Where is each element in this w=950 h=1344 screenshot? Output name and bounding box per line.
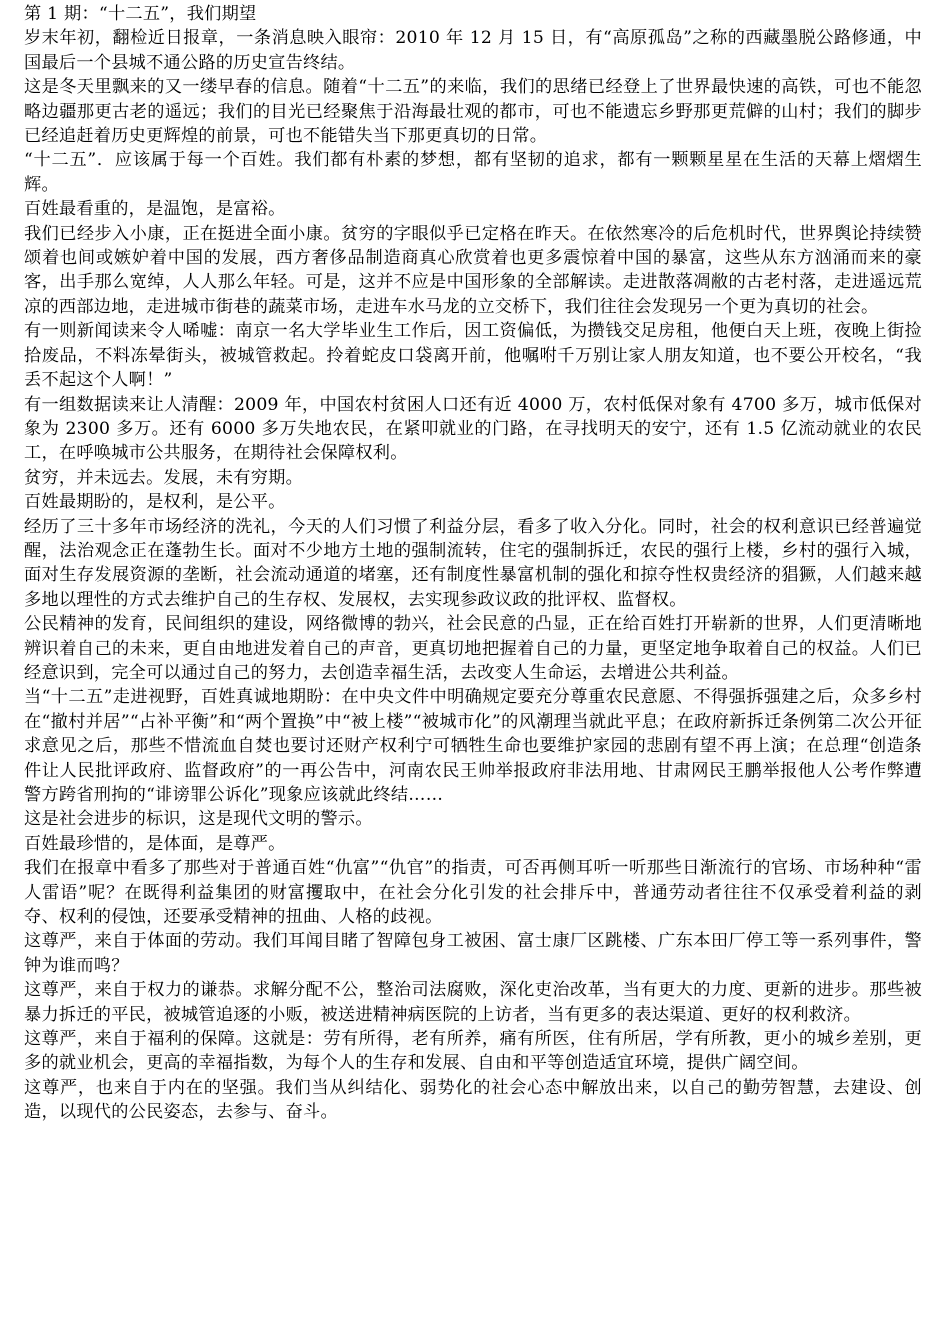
- paragraph-13: 这是社会进步的标识，这是现代文明的警示。: [24, 809, 373, 830]
- paragraph-16: 这尊严，来自于体面的劳动。我们耳闻目睹了智障包身工被困、富士康厂区跳楼、广东本田厂停工等一系列事件，警钟为谁而鸣？: [24, 931, 922, 976]
- paragraph-2: 这是冬天里飘来的又一缕早春的信息。随着“十二五”的来临，我们的思绪已经登上了世界最快速的高铁，可也不能忽略边疆那更古老的遥远；我们的目光已经聚焦于沿海最壮观的都市，可也不能遗忘乡野那更荒僻的山村；我们的脚步已经追赶着历史更辉煌的前景，可也不能错失当下那更真切的日常。: [24, 77, 922, 147]
- paragraph-10: 经历了三十多年市场经济的洗礼，今天的人们习惯了利益分层，看多了收入分化。同时，社会的权利意识已经普遍觉醒，法治观念正在蓬勃生长。面对不少地方土地的强制流转，住宅的强制拆迁，农民的强行上楼，乡村的强行入城，面对生存发展资源的垄断，社会流动通道的堵塞，还有制度性暴富机制的强化和掠夺性权贵经济的猖獗，人们越来越多地以理性的方式去维护自己的生存权、发展权，去实现参政议政的批评权、监督权。: [24, 516, 922, 610]
- paragraph-18: 这尊严，来自于福利的保障。这就是：劳有所得，老有所养，痛有所医，住有所居，学有所教，更小的城乡差别，更多的就业机会，更高的幸福指数，为每个人的生存和发展、自由和平等创造适宜环境，提供广阔空间。: [24, 1029, 922, 1074]
- paragraph-8: 贫穷，并未远去。发展，未有穷期。: [24, 467, 304, 488]
- paragraph-12: 当“十二五”走进视野，百姓真诚地期盼：在中央文件中明确规定要充分尊重农民意愿、不得强拆强建之后，众多乡村在“撤村并居”“占补平衡”和“两个置换”中“被上楼”“被城市化”的风潮理当就此平息；在政府新拆迁条例第二次公开征求意见之后，那些不惜流血自焚也要讨还财产权利宁可牺牲生命也要维护家园的悲剧有望不再上演；在总理“创造条件让人民批评政府、监督政府”的一再公告中，河南农民王帅举报政府非法用地、甘肃网民王鹏举报他人公考作弊遭警方跨省刑拘的“诽谤罪公诉化”现象应该就此终结……: [24, 687, 922, 805]
- document-title: 第 1 期：“十二五”，我们期望: [24, 4, 257, 24]
- paragraph-15: 我们在报章中看多了那些对于普通百姓“仇富”“仇官”的指责，可否再侧耳听一听那些日渐流行的官场、市场种种“雷人雷语”呢？在既得利益集团的财富攫取中，在社会分化引发的社会排斥中，普通劳动者往往不仅承受着利益的剥夺、权利的侵蚀，还要承受精神的扭曲、人格的歧视。: [24, 858, 922, 928]
- paragraph-5: 我们已经步入小康，正在挺进全面小康。贫穷的字眼似乎已定格在昨天。在依然寒冷的后危机时代，世界舆论持续赞颂着也间或嫉妒着中国的发展，西方奢侈品制造商真心欣赏着也更多震惊着中国的暴富，这些从东方汹涌而来的豪客，出手那么宽绰，人人那么年轻。可是，这并不应是中国形象的全部解读。走进散落凋敝的古老村落，走进遥远荒凉的西部边地，走进城市街巷的蔬菜市场，走进车水马龙的立交桥下，我们往往会发现另一个更为真切的社会。: [24, 223, 922, 317]
- paragraph-1: 岁末年初，翻检近日报章，一条消息映入眼帘：2010 年 12 月 15 日，有“高原孤岛”之称的西藏墨脱公路修通，中国最后一个县城不通公路的历史宣告终结。: [24, 28, 922, 73]
- paragraph-4: 百姓最看重的，是温饱，是富裕。: [24, 199, 286, 220]
- paragraph-9: 百姓最期盼的，是权利，是公平。: [24, 492, 286, 513]
- paragraph-7: 有一组数据读来让人清醒：2009 年，中国农村贫困人口还有近 4000 万，农村低保对象有 4700 多万，城市低保对象为 2300 多万。还有 6000 多万失地农民，在紧叩就业的门路，在寻找明天的安宁，还有 1.5 亿流动就业的农民工，在呼唤城市公共服务，在期待社会保障权利。: [24, 394, 922, 464]
- paragraph-19: 这尊严，也来自于内在的坚强。我们当从纠结化、弱势化的社会心态中解放出来，以自己的勤劳智慧，去建设、创造，以现代的公民姿态，去参与、奋斗。: [24, 1077, 922, 1123]
- paragraph-6: 有一则新闻读来令人唏嘘：南京一名大学毕业生工作后，因工资偏低，为攒钱交足房租，他便白天上班，夜晚上街捡拾废品，不料冻晕街头，被城管救起。拎着蛇皮口袋离开前，他嘱咐千万别让家人朋友知道，也不要公开校名，“我丢不起这个人啊！”: [24, 321, 922, 391]
- paragraph-14: 百姓最珍惜的，是体面，是尊严。: [24, 833, 286, 854]
- paragraph-11: 公民精神的发育，民间组织的建设，网络微博的勃兴，社会民意的凸显，正在给百姓打开崭新的世界，人们更清晰地辨识着自己的未来，更自由地进发着自己的声音，更真切地把握着自己的力量，更坚定地争取着自己的权益。人们已经意识到，完全可以通过自己的努力，去创造幸福生活，去改变人生命运，去增进公共利益。: [24, 614, 922, 683]
- paragraph-3: “十二五”．应该属于每一个百姓。我们都有朴素的梦想，都有坚韧的追求，都有一颗颗星星在生活的天幕上熠熠生辉。: [24, 150, 922, 195]
- paragraph-17: 这尊严，来自于权力的谦恭。求解分配不公，整治司法腐败，深化吏治改革，当有更大的力度、更新的进步。那些被暴力拆迁的平民，被城管追逐的小贩，被送进精神病医院的上访者，当有更多的表达渠道、更好的权利救济。: [24, 980, 922, 1025]
